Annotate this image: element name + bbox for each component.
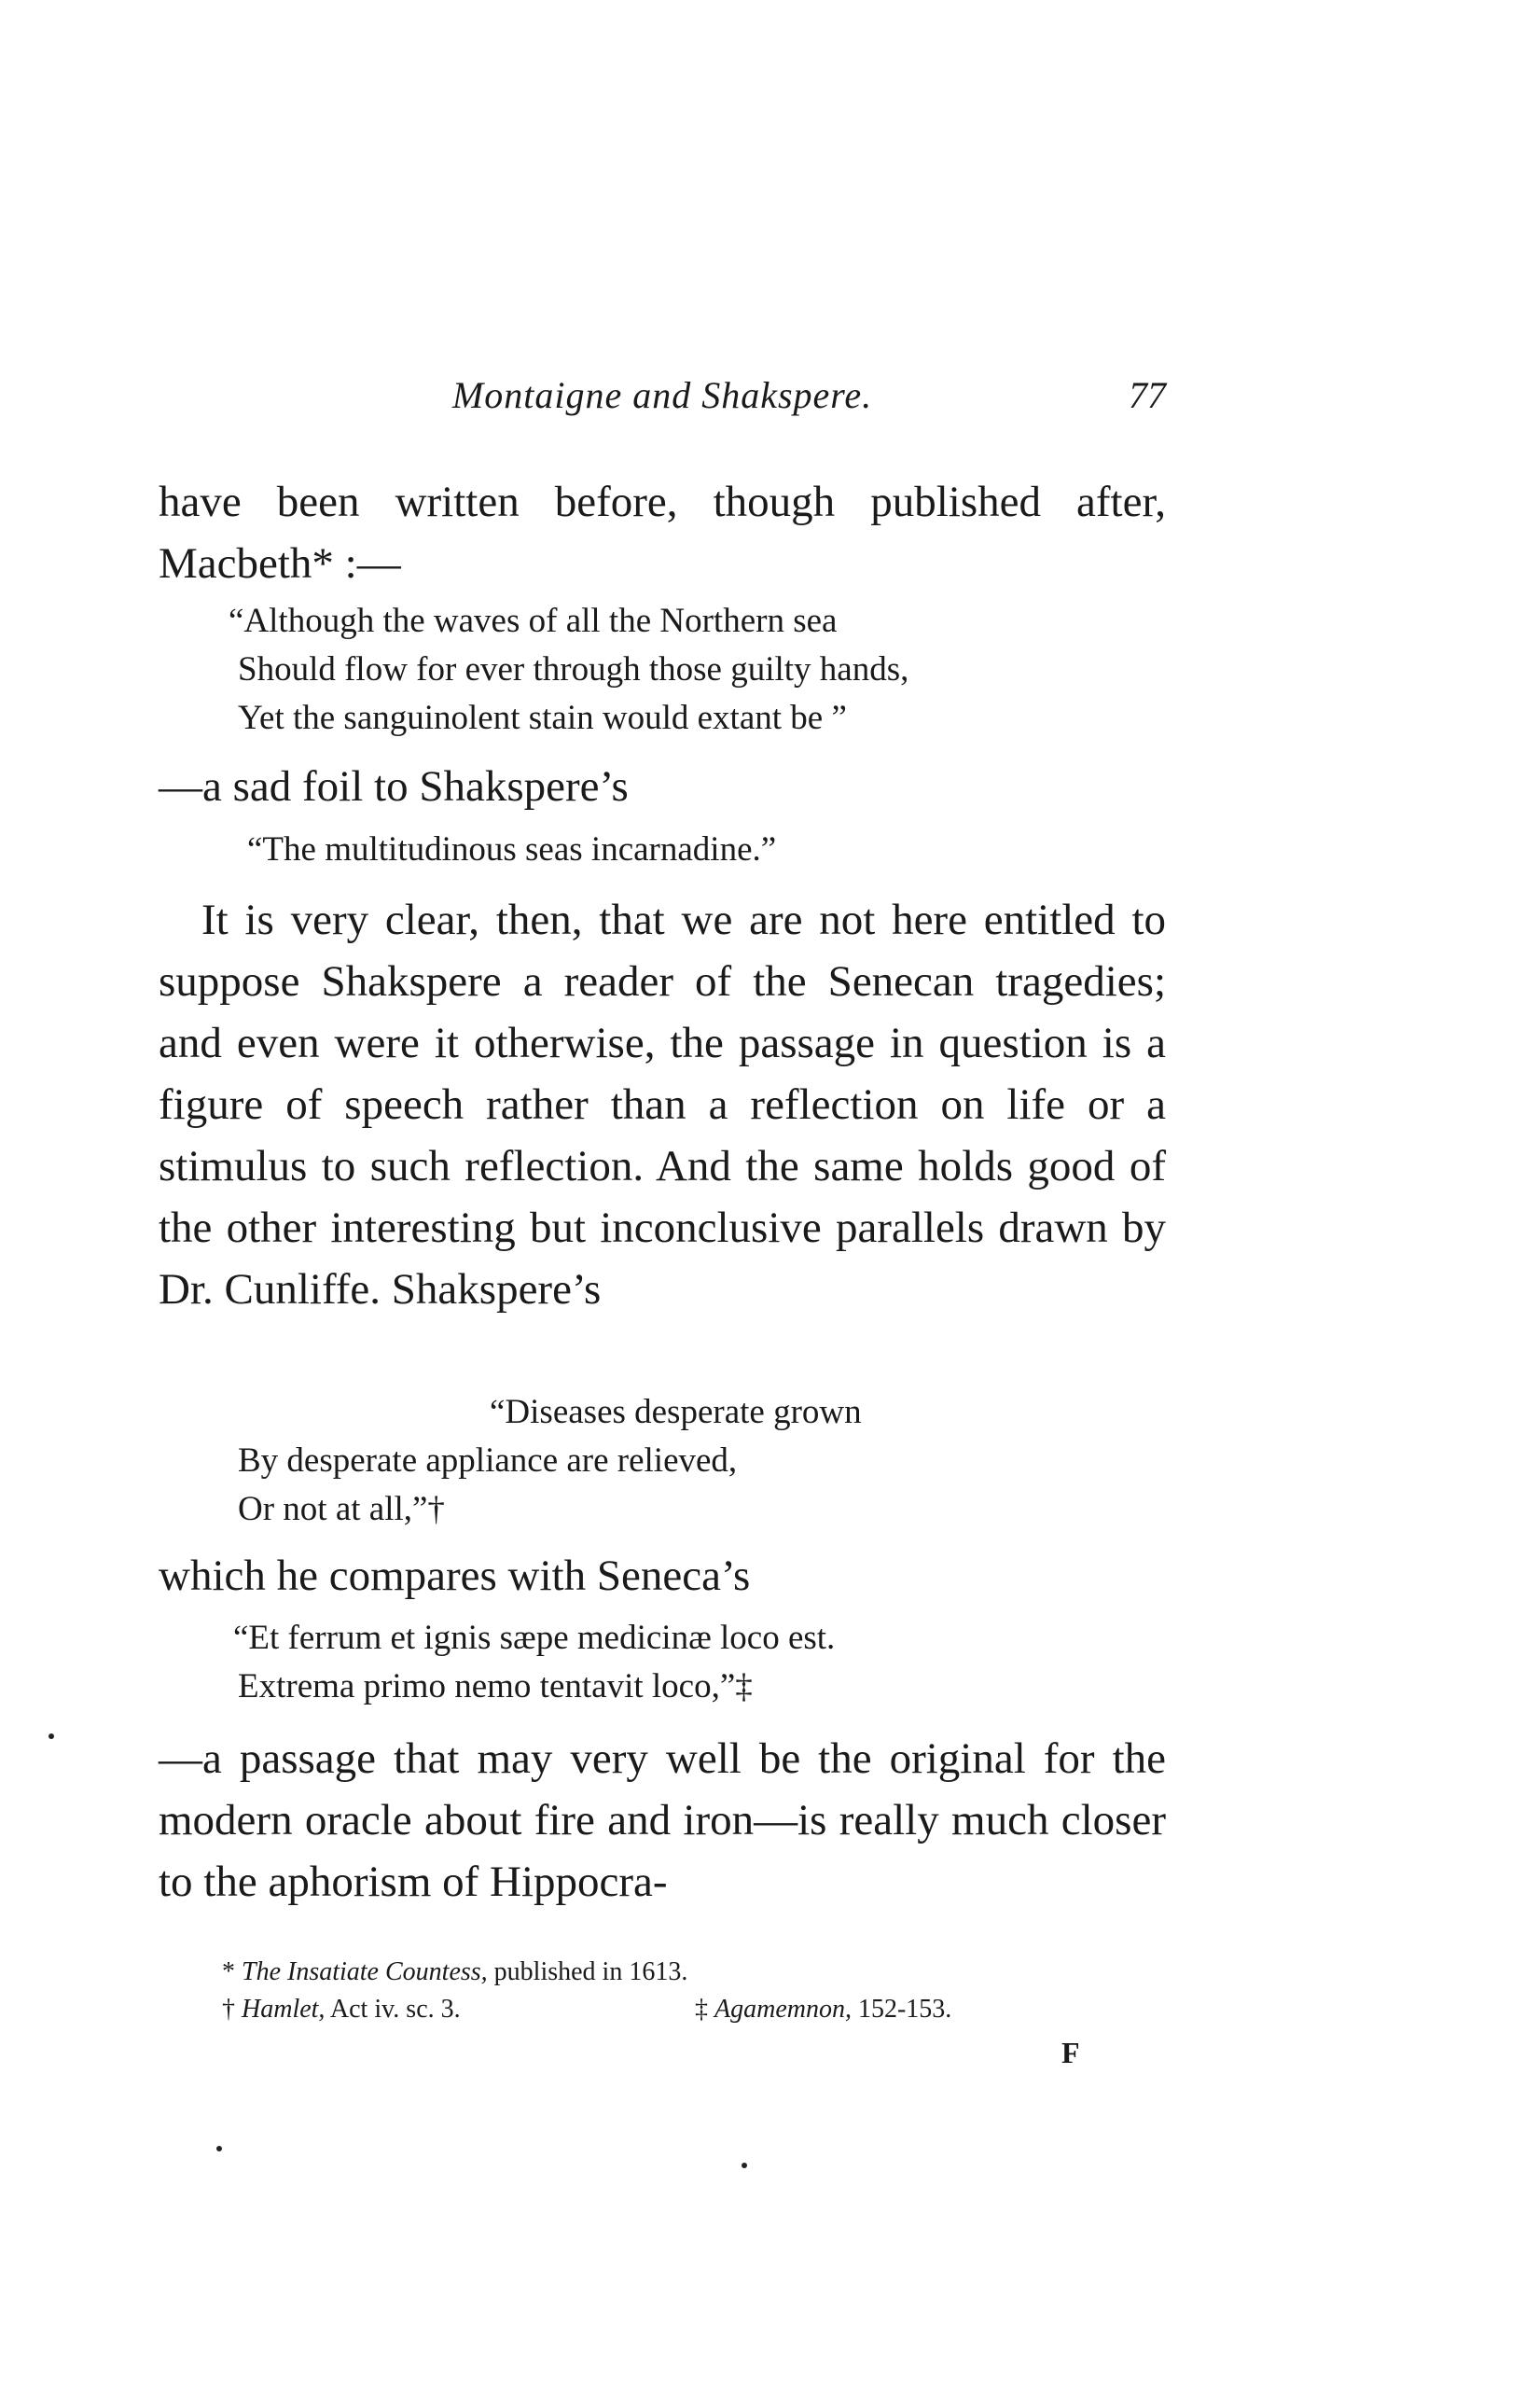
footnote-1 xyxy=(222,1955,687,1990)
print-speck xyxy=(49,1733,54,1739)
quote-line: Extrema primo nemo tentavit loco,”‡ xyxy=(238,1667,753,1705)
footnote-title: Agamemnon, xyxy=(714,1995,852,2024)
paragraph-2: —a sad foil to Shakspere’s xyxy=(159,762,629,811)
footnote-text: 152-153. xyxy=(857,1995,952,2024)
footnote-2 xyxy=(222,1992,461,2027)
paragraph-1: have been written before, though published after, Macbeth* :— xyxy=(159,478,1166,588)
running-title: Montaigne and Shakspere. xyxy=(451,374,873,416)
footnote-title: Hamlet, xyxy=(242,1995,326,2024)
footnote-title: The Insatiate Countess, xyxy=(242,1957,488,1986)
quote-line: “Diseases desperate grown xyxy=(490,1393,862,1431)
quote-line: Or not at all,”† xyxy=(238,1490,445,1528)
quote-line: Yet the sanguinolent stain would extant be ” xyxy=(238,699,847,737)
footnote-mark: ‡ xyxy=(695,1995,708,2024)
footnote-text: Act iv. sc. 3. xyxy=(329,1995,461,2024)
quote-line: “Et ferrum et ignis sæpe medicinæ loco est. xyxy=(233,1619,836,1657)
print-speck xyxy=(742,2163,747,2168)
quote-line: By desperate appliance are relieved, xyxy=(238,1441,738,1480)
footnote-mark: † xyxy=(222,1995,235,2024)
quote-line: “Although the waves of all the Northern sea xyxy=(229,602,838,640)
quote-line: “The multitudinous seas incarnadine.” xyxy=(247,830,777,869)
print-speck xyxy=(216,2146,222,2151)
paragraph-3: It is very clear, then, that we are not here entitled to suppose Shakspere a reader of the Senecan tragedies; and even were it otherwise, the passage in question is a figure of speech rather than a reflection on life or a stimulus to such reflection. And the same holds good of the other interesting but inconclusive parallels drawn by Dr. Cunliffe. Shakspere’s xyxy=(159,896,1166,1314)
paragraph-5: —a passage that may very well be the original for the modern oracle about fire and iron—is really much closer to the aphorism of Hippocra- xyxy=(159,1734,1166,1906)
signature-mark: F xyxy=(1061,2036,1080,2069)
footnote-text: published in 1613. xyxy=(493,1957,688,1986)
running-head xyxy=(159,373,1166,429)
paragraph-4: which he compares with Seneca’s xyxy=(159,1552,751,1600)
footnote-3 xyxy=(695,1992,951,2027)
page-number: 77 xyxy=(1129,374,1166,416)
quote-line: Should flow for ever through those guilty hands, xyxy=(238,650,909,689)
footnote-mark: * xyxy=(222,1957,235,1986)
